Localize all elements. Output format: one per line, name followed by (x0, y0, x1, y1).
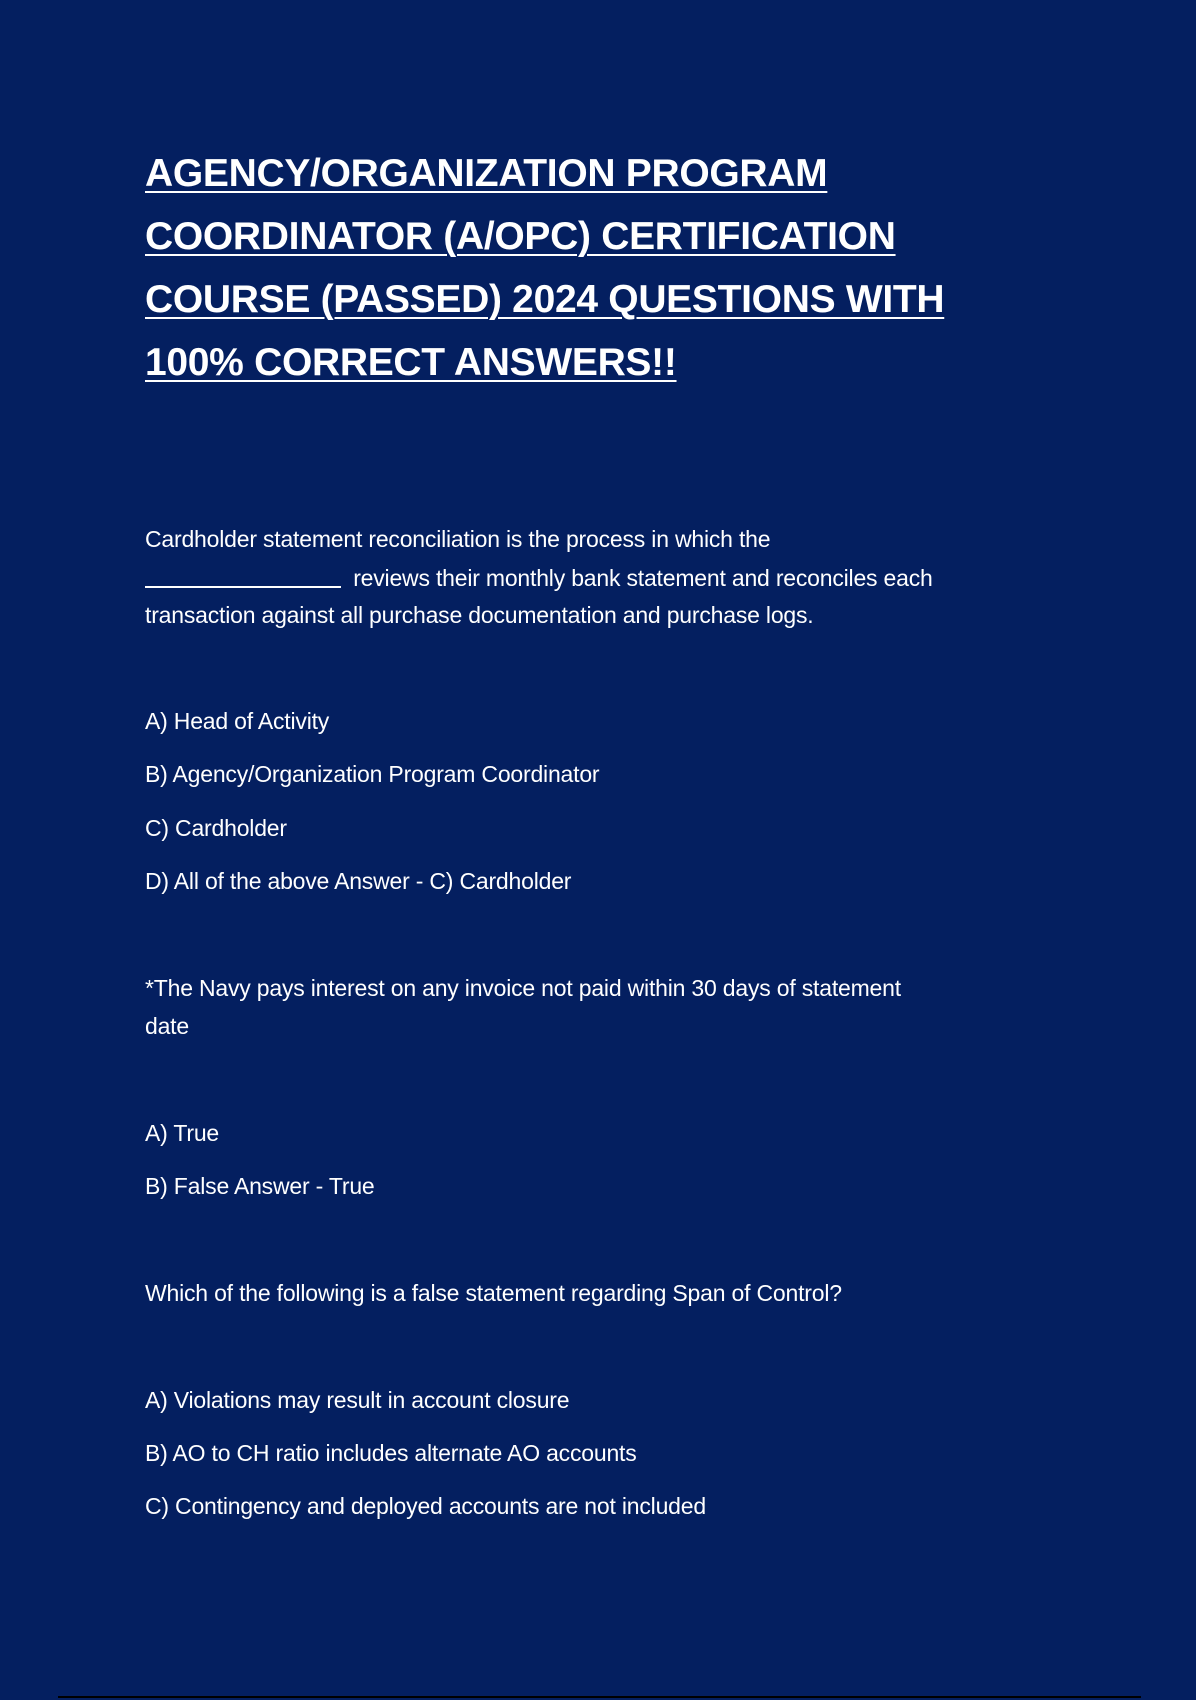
question-3-option-b: B) AO to CH ratio includes alternate AO accounts (145, 1440, 637, 1466)
question-2-text-line-2: date (145, 1013, 189, 1039)
question-1-option-c: C) Cardholder (145, 815, 287, 841)
question-3-option-a: A) Violations may result in account closure (145, 1387, 570, 1413)
title-line: COORDINATOR (A/OPC) CERTIFICATION (145, 215, 896, 258)
question-3-option-c: C) Contingency and deployed accounts are not included (145, 1493, 706, 1519)
title-line: 100% CORRECT ANSWERS!! (145, 341, 677, 384)
question-1-text-line-2: reviews their monthly bank statement and reconciles each (145, 560, 933, 597)
fill-in-blank (145, 586, 341, 588)
question-3-text: Which of the following is a false statement regarding Span of Control? (145, 1280, 842, 1306)
question-1-text-line-3: transaction against all purchase documentation and purchase logs. (145, 602, 814, 628)
question-1-option-a: A) Head of Activity (145, 708, 330, 734)
question-1-option-d-answer: D) All of the above Answer - C) Cardholder (145, 868, 572, 894)
title-line: COURSE (PASSED) 2024 QUESTIONS WITH (145, 278, 945, 321)
question-1-text-line-1: Cardholder statement reconciliation is the process in which the (145, 526, 771, 552)
title-line: AGENCY/ORGANIZATION PROGRAM (145, 152, 828, 195)
question-2-option-a: A) True (145, 1120, 220, 1146)
page-bottom-divider (58, 1696, 1141, 1698)
document-title (145, 142, 1045, 394)
question-2-option-b-answer: B) False Answer - True (145, 1173, 375, 1199)
question-2-text-line-1: *The Navy pays interest on any invoice not paid within 30 days of statement (145, 975, 901, 1001)
question-1-option-b: B) Agency/Organization Program Coordinator (145, 761, 600, 787)
